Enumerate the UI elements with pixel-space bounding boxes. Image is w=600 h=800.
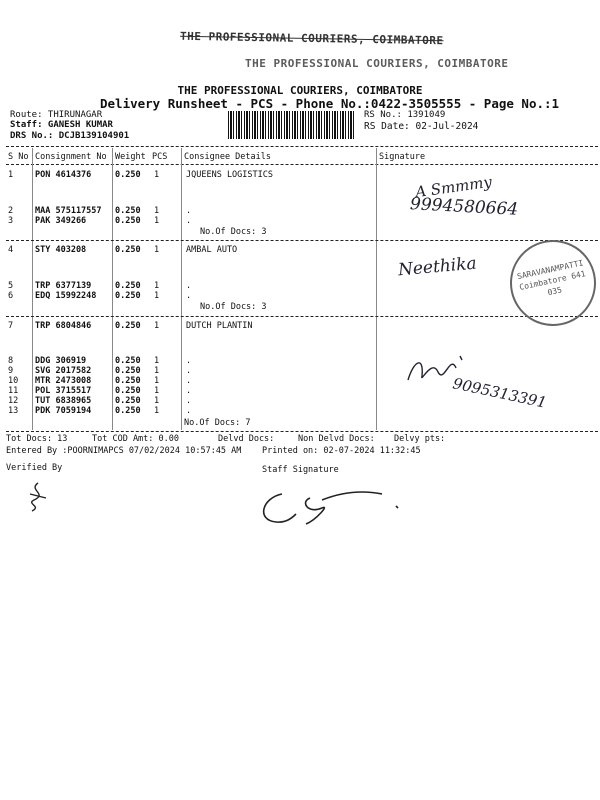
row-dot: .: [186, 281, 192, 291]
consignment-no: EDQ 15992248: [35, 291, 97, 301]
sno: 2: [8, 206, 14, 216]
col-consignee: Consignee Details: [184, 152, 271, 162]
pcs: 1: [154, 366, 160, 376]
row-dot: .: [186, 386, 192, 396]
consignment-no: MAA 575117557: [35, 206, 102, 216]
docs-count: No.Of Docs: 3: [200, 302, 267, 312]
divider: [6, 316, 598, 317]
sno: 9: [8, 366, 14, 376]
entered-by: Entered By :POORNIMAPCS 07/02/2024 10:57:45 AM: [6, 446, 242, 456]
sno: 11: [8, 386, 19, 396]
divider: [6, 431, 598, 432]
sno: 5: [8, 281, 14, 291]
pcs: 1: [154, 386, 160, 396]
staff-signature-label: Staff Signature: [262, 465, 339, 475]
consignee-name: DUTCH PLANTIN: [186, 321, 253, 331]
row-dot: .: [186, 206, 192, 216]
printed-on: Printed on: 02-07-2024 11:32:45: [262, 446, 421, 456]
weight: 0.250: [115, 396, 141, 406]
row-dot: .: [186, 356, 192, 366]
weight: 0.250: [115, 406, 141, 416]
divider: [6, 240, 598, 241]
weight: 0.250: [115, 386, 141, 396]
weight: 0.250: [115, 291, 141, 301]
divider: [6, 164, 598, 165]
weight: 0.250: [115, 216, 141, 226]
verifier-signature: [22, 480, 52, 514]
company-stamp: THE PROFESSIONAL COURIERS, COIMBATORE: [179, 29, 444, 48]
row-dot: .: [186, 216, 192, 226]
rs-date: RS Date: 02-Jul-2024: [364, 121, 479, 132]
runsheet-title: Delivery Runsheet - PCS - Phone No.:0422-3505555 - Page No.:1: [100, 96, 560, 111]
pcs: 1: [154, 321, 160, 331]
sno: 8: [8, 356, 14, 366]
pcs: 1: [154, 356, 160, 366]
staff: Staff: GANESH KUMAR: [10, 120, 113, 130]
signature-3-phone: 9095313391: [451, 374, 549, 412]
row-dot: .: [186, 406, 192, 416]
column-separator: [376, 148, 377, 430]
consignment-no: POL 3715517: [35, 386, 92, 396]
col-signature: Signature: [379, 152, 426, 162]
sno: 10: [8, 376, 19, 386]
consignment-no: MTR 2473008: [35, 376, 92, 386]
barcode: [228, 111, 356, 139]
delivery-points: Delvy pts:: [394, 434, 446, 444]
col-consignment: Consignment No: [35, 152, 107, 162]
docs-count: No.Of Docs: 3: [200, 227, 267, 237]
company-name: THE PROFESSIONAL COURIERS, COIMBATORE: [177, 84, 423, 97]
pcs: 1: [154, 396, 160, 406]
consignee-name: AMBAL AUTO: [186, 245, 238, 255]
sno: 1: [8, 170, 14, 180]
verified-by-label: Verified By: [6, 463, 63, 473]
consignment-no: DDG 306919: [35, 356, 87, 366]
weight: 0.250: [115, 170, 141, 180]
rs-number: RS No.: 1391049: [364, 110, 446, 120]
col-weight: Weight: [115, 152, 146, 162]
pcs: 1: [154, 170, 160, 180]
sno: 12: [8, 396, 19, 406]
sno: 4: [8, 245, 14, 255]
delivered-docs: Delvd Docs:: [218, 434, 275, 444]
weight: 0.250: [115, 356, 141, 366]
consignment-no: STY 403208: [35, 245, 87, 255]
consignment-no: PDK 7059194: [35, 406, 92, 416]
weight: 0.250: [115, 206, 141, 216]
drs-number: DRS No.: DCJB139104901: [10, 131, 130, 141]
pcs: 1: [154, 406, 160, 416]
row-dot: .: [186, 376, 192, 386]
column-separator: [32, 148, 33, 430]
col-sno: S No: [8, 152, 29, 162]
pcs: 1: [154, 216, 160, 226]
weight: 0.250: [115, 281, 141, 291]
pcs: 1: [154, 376, 160, 386]
consignment-no: TRP 6377139: [35, 281, 92, 291]
consignment-no: PON 4614376: [35, 170, 92, 180]
consignment-no: TRP 6804846: [35, 321, 92, 331]
divider: [6, 146, 598, 147]
docs-count: No.Of Docs: 7: [184, 418, 251, 428]
sno: 7: [8, 321, 14, 331]
sno: 6: [8, 291, 14, 301]
signature-2-name: Neethika: [397, 253, 478, 281]
row-dot: .: [186, 366, 192, 376]
non-delivered-docs: Non Delvd Docs:: [298, 434, 375, 444]
signature-1-name: A Smmmy: [414, 172, 493, 202]
consignment-no: PAK 349266: [35, 216, 87, 226]
consignee-name: JQUEENS LOGISTICS: [186, 170, 273, 180]
weight: 0.250: [115, 245, 141, 255]
row-dot: .: [186, 291, 192, 301]
total-docs: Tot Docs: 13: [6, 434, 68, 444]
signature-1-phone: 9994580664: [409, 194, 519, 220]
sno: 3: [8, 216, 14, 226]
consignment-no: TUT 6838965: [35, 396, 92, 406]
weight: 0.250: [115, 366, 141, 376]
company-stamp-duplicate: THE PROFESSIONAL COURIERS, COIMBATORE: [245, 57, 509, 70]
sno: 13: [8, 406, 19, 416]
round-stamp: SARAVANAMPATTI Coimbatore 641 035: [502, 232, 600, 334]
route: Route: THIRUNAGAR: [10, 110, 103, 120]
col-pcs: PCS: [152, 152, 168, 162]
pcs: 1: [154, 291, 160, 301]
row-dot: .: [186, 396, 192, 406]
pcs: 1: [154, 281, 160, 291]
pcs: 1: [154, 206, 160, 216]
consignment-no: SVG 2017582: [35, 366, 92, 376]
weight: 0.250: [115, 376, 141, 386]
column-separator: [181, 148, 182, 430]
weight: 0.250: [115, 321, 141, 331]
total-cod: Tot COD Amt: 0.00: [92, 434, 179, 444]
column-separator: [112, 148, 113, 430]
staff-signature: [252, 484, 412, 530]
pcs: 1: [154, 245, 160, 255]
